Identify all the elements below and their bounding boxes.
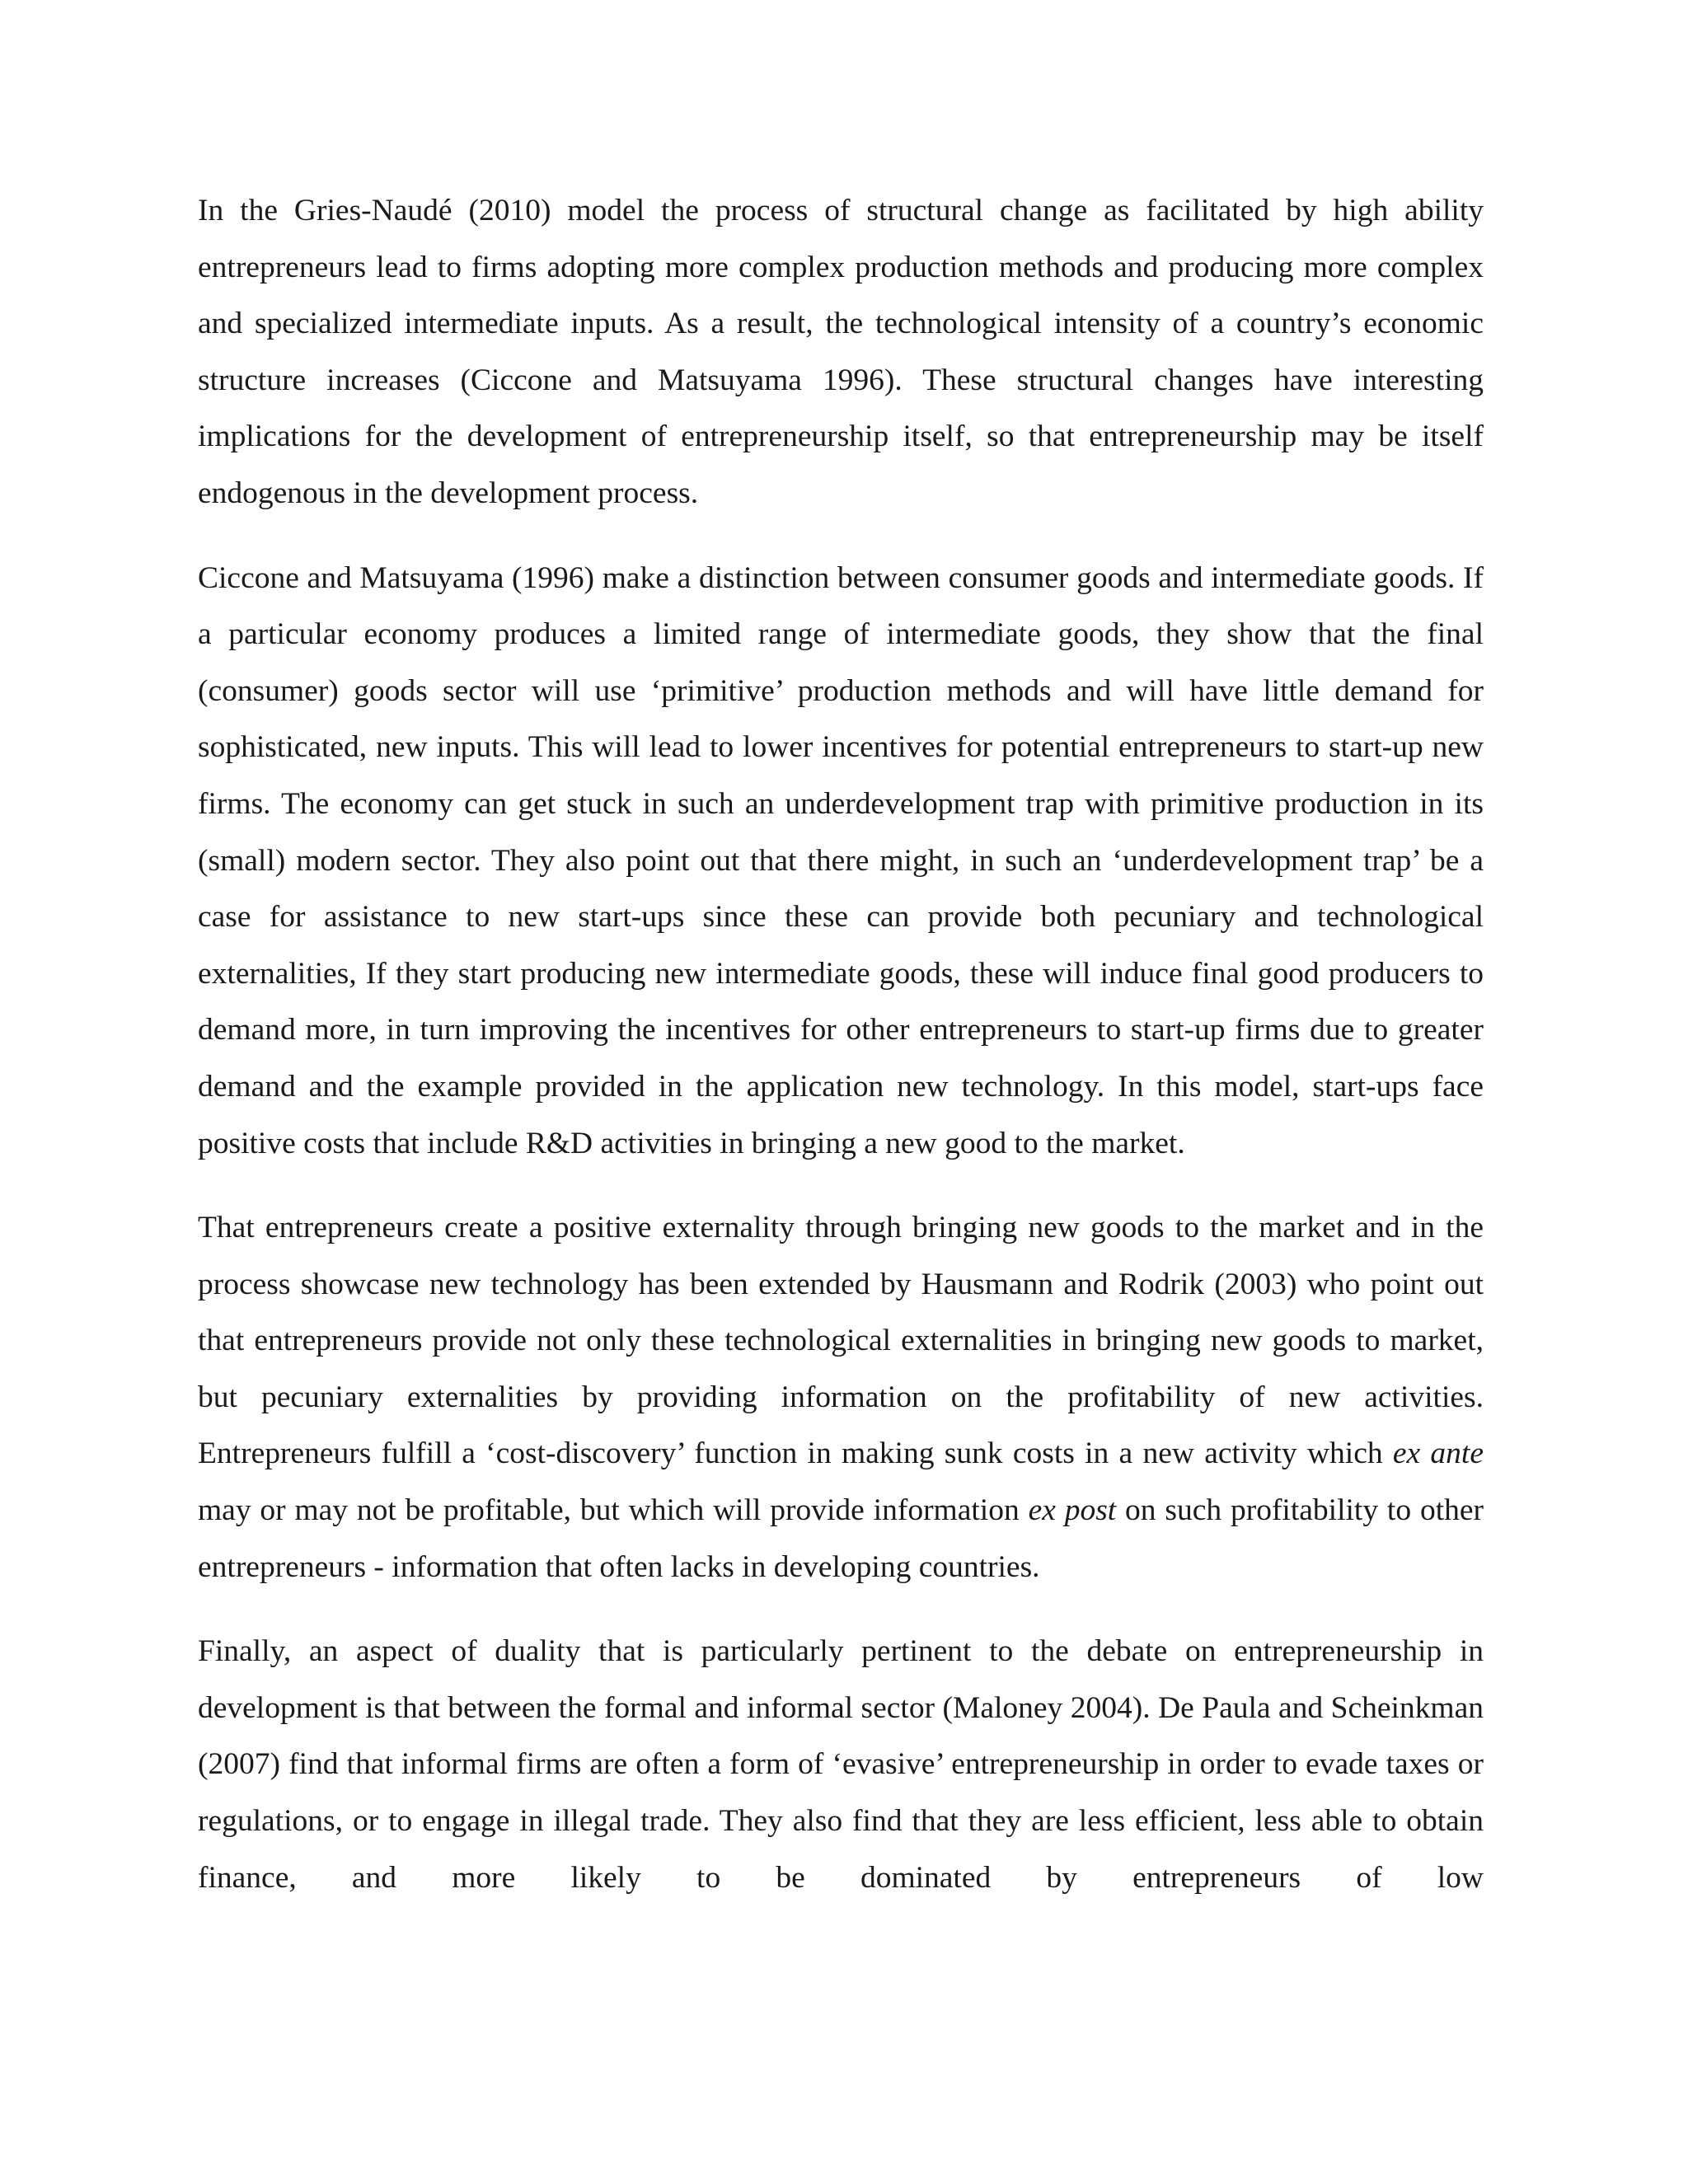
- paragraph-gries-naude-model: In the Gries-Naudé (2010) model the process of structural change as facilitated by high ability entrepreneurs lead to firms adopting more complex production methods and producing more complex and specialized intermediate inputs. As a result, the technological intensity of a country’s economic structure increases (Ciccone and Matsuyama 1996). These structural changes have interesting implications for the development of entrepreneurship itself, so that entrepreneurship may be itself endogenous in the development process.: [198, 194, 1484, 510]
- text-segment: may or may not be profitable, but which will provide information: [198, 1493, 1029, 1528]
- paragraph-ciccone-matsuyama: Ciccone and Matsuyama (1996) make a distinction between consumer goods and intermediate goods. If a particular economy produces a limited range of intermediate goods, they show that the final (consumer) goods sector will use ‘primitive’ production methods and will have little demand for sophisticated, new inputs. This will lead to lower incentives for potential entrepreneurs to start-up new firms. The economy can get stuck in such an underdevelopment trap with primitive production in its (small) modern sector. They also point out that there might, in such an ‘underdevelopment trap’ be a case for assistance to new start-ups since these can provide both pecuniary and technological externalities, If they start producing new intermediate goods, these will induce final good producers to demand more, in turn improving the incentives for other entrepreneurs to start-up firms due to greater demand and the example provided in the application new technology. In this model, start-ups face positive costs that include R&D activities in bringing a new good to the market.: [198, 560, 1484, 1160]
- italic-term-ex-ante: ex ante: [1392, 1436, 1484, 1471]
- text-segment: That entrepreneurs create a positive externality through bringing new goods to the market and in the process showcase new technology has been extended by Hausmann and Rodrik (2003) who point out that entrepreneurs provide not only these technological externalities in bringing new goods to market, but pecuniary externalities by providing information on the profitability of new activities. Entrepreneurs fulfill a ‘cost-discovery’ function in making sunk costs in a new activity which: [198, 1211, 1484, 1471]
- paragraph-formal-informal-duality: Finally, an aspect of duality that is particularly pertinent to the debate on entrepreneurship in development is that between the formal and informal sector (Maloney 2004). De Paula and Scheinkman (2007) find that informal firms are often a form of ‘evasive’ entrepreneurship in order to evade taxes or regulations, or to engage in illegal trade. They also find that they are less efficient, less able to obtain finance, and more likely to be dominated by entrepreneurs of low: [198, 1634, 1484, 1895]
- italic-term-ex-post: ex post: [1028, 1493, 1117, 1528]
- text-segment: on such profitability to other entrepreneurs - information that often lacks in developing countries.: [198, 1493, 1484, 1584]
- document-page: [198, 183, 1484, 1906]
- paragraph-cost-discovery: [198, 1200, 1484, 1596]
